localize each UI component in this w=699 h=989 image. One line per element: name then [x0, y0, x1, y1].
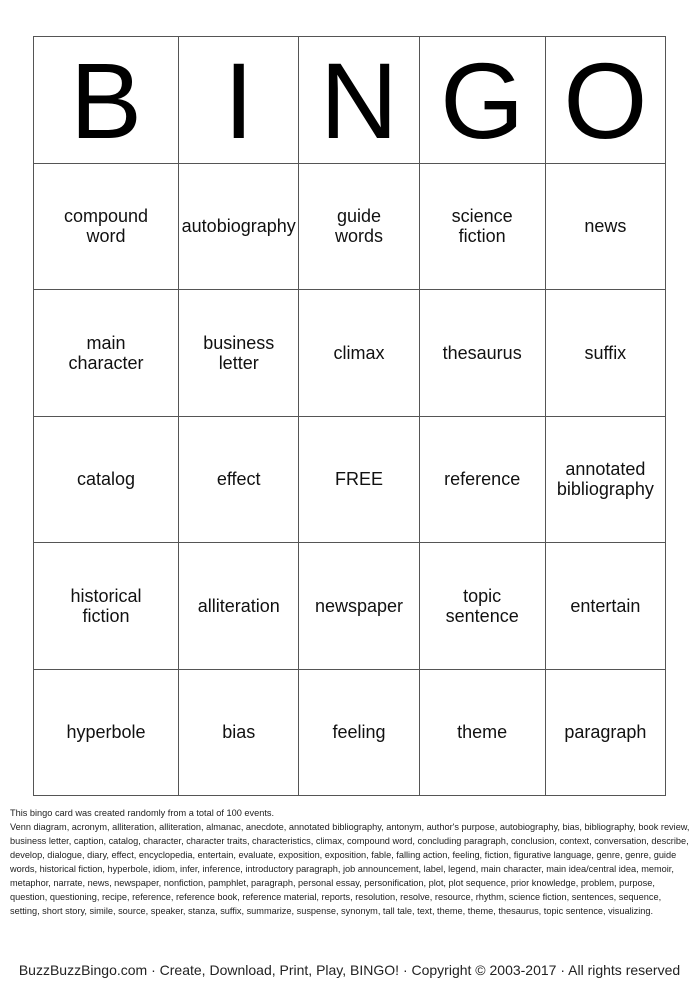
bingo-square: feeling: [299, 670, 419, 797]
bingo-square: climax: [299, 290, 419, 417]
bingo-square: newspaper: [299, 543, 419, 670]
bingo-square: science fiction: [420, 164, 546, 291]
bingo-card: [33, 36, 666, 796]
bingo-square: business letter: [179, 290, 299, 417]
bingo-square: paragraph: [546, 670, 666, 797]
event-list: Venn diagram, acronym, alliteration, alliteration, almanac, anecdote, annotated bibliography, antonym, author's purpose, autobiography, bias, bibliography, book review, business letter, caption, catalog, character, character traits, characteristics, climax, compound word, concluding paragraph, conclusion, context, conversation, describe, develop, dialogue, diary, effect, encyclopedia, entertain, evaluate, exposition, exposition, fable, falling action, feeling, fiction, figurative language, genre, genre, guide words, historical fiction, hyperbole, idiom, infer, inference, introductory paragraph, job announcement, label, legend, main character, main idea/central idea, memoir, metaphor, narrate, news, newspaper, nonfiction, pamphlet, paragraph, personal essay, personification, plot, plot sequence, prior knowledge, problem, purpose, question, questioning, recipe, reference, reference book, reference material, reports, resolution, resolve, resource, rhythm, science fiction, sentences, sequence, setting, short story, simile, source, speaker, stanza, suffix, summarize, suspense, synonym, tall tale, text, theme, theme, thesaurus, topic sentence, visualizing.: [10, 822, 690, 916]
bingo-square: hyperbole: [34, 670, 179, 797]
bingo-square: compound word: [34, 164, 179, 291]
event-list-info: [10, 806, 690, 918]
info-intro: This bingo card was created randomly from a total of 100 events.: [10, 808, 275, 818]
bingo-square: reference: [420, 417, 546, 544]
header-letter-i: I: [179, 37, 299, 164]
bingo-square: bias: [179, 670, 299, 797]
bingo-square: annotated bibliography: [546, 417, 666, 544]
header-letter-n: N: [299, 37, 419, 164]
bingo-square: effect: [179, 417, 299, 544]
bingo-square: entertain: [546, 543, 666, 670]
bingo-square: topic sentence: [420, 543, 546, 670]
header-letter-b: B: [34, 37, 179, 164]
header-letter-g: G: [420, 37, 546, 164]
bingo-square: autobiography: [179, 164, 299, 291]
bingo-square: historical fiction: [34, 543, 179, 670]
bingo-square: suffix: [546, 290, 666, 417]
footer-copyright: BuzzBuzzBingo.com · Create, Download, Print, Play, BINGO! · Copyright © 2003-2017 · All rights reserved: [18, 962, 681, 978]
header-letter-o: O: [546, 37, 666, 164]
free-square: FREE: [299, 417, 419, 544]
bingo-square: guide words: [299, 164, 419, 291]
bingo-square: theme: [420, 670, 546, 797]
bingo-square: catalog: [34, 417, 179, 544]
bingo-square: main character: [34, 290, 179, 417]
bingo-square: news: [546, 164, 666, 291]
bingo-square: thesaurus: [420, 290, 546, 417]
bingo-square: alliteration: [179, 543, 299, 670]
